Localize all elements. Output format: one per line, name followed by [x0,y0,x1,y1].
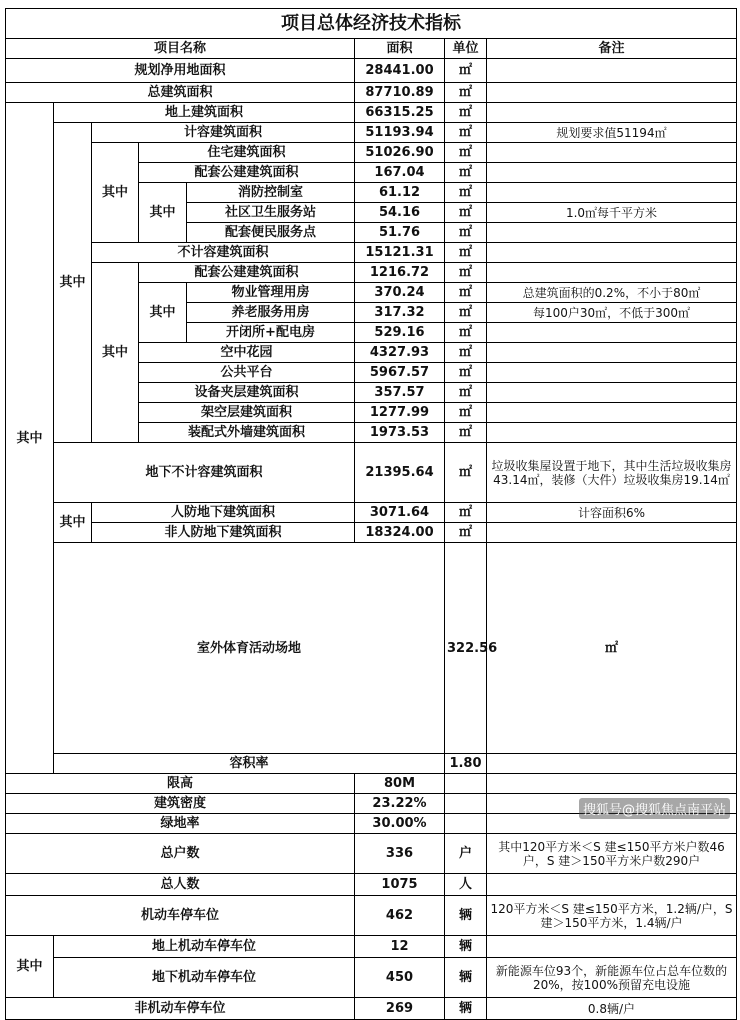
table-row: 总建筑面积 87710.89 ㎡ [6,83,737,103]
table-row: 设备夹层建筑面积 357.57 ㎡ [6,383,737,403]
table-row: 总人数 1075 人 [6,874,737,896]
header-note: 备注 [487,39,737,59]
table-row: 其中 人防地下建筑面积 3071.64 ㎡ 计容面积6% [6,503,737,523]
table-row: 装配式外墙建筑面积 1973.53 ㎡ [6,423,737,443]
table-row: 空中花园 4327.93 ㎡ [6,343,737,363]
table-row: 其中 计容建筑面积 51193.94 ㎡ 规划要求值51194㎡ [6,123,737,143]
table-row: 配套公建建筑面积 167.04 ㎡ [6,163,737,183]
group-label: 其中 [6,103,54,774]
table-row: 地下机动车停车位 450 辆 新能源车位93个，新能源车位占总车位数的20%，按100%预留充电设施 [6,958,737,998]
header-unit: 单位 [445,39,487,59]
table-row: 其中 住宅建筑面积 51026.90 ㎡ [6,143,737,163]
table-row: 其中 地上机动车停车位 12 辆 [6,936,737,958]
table-row: 公共平台 5967.57 ㎡ [6,363,737,383]
group-label: 其中 [92,143,139,243]
table-row: 开闭所+配电房 529.16 ㎡ [6,323,737,343]
table-row: 限高 80M [6,774,737,794]
group-label: 其中 [139,183,187,243]
table-row: 机动车停车位 462 辆 120平方米＜S 建≤150平方米，1.2辆/户，S 建＞150平方米，1.4辆/户 [6,896,737,936]
table-row: 其中 消防控制室 61.12 ㎡ [6,183,737,203]
table-row: 建筑密度 23.22% [6,794,737,814]
table-row: 地下不计容建筑面积 21395.64 ㎡ 垃圾收集屋设置于地下，其中生活垃圾收集房43.14㎡，装修（大件）垃圾收集房19.14㎡ [6,443,737,503]
table-row: 非机动车停车位 269 辆 0.8辆/户 [6,998,737,1020]
watermark: 搜狐号@搜狐焦点南平站 [579,798,730,819]
table-row: 其中 地上建筑面积 66315.25 ㎡ [6,103,737,123]
table-row: 社区卫生服务站 54.16 ㎡ 1.0㎡每千平方米 [6,203,737,223]
table-row: 养老服务用房 317.32 ㎡ 每100户30㎡，不低于300㎡ [6,303,737,323]
group-label: 其中 [92,263,139,443]
table-title: 项目总体经济技术指标 [6,9,737,39]
group-label: 其中 [54,503,92,543]
indicator-table [5,8,737,1020]
table-row: 配套便民服务点 51.76 ㎡ [6,223,737,243]
table-row: 其中 配套公建建筑面积 1216.72 ㎡ [6,263,737,283]
table-row: 室外体育活动场地 322.56 ㎡ [6,543,737,754]
table-row: 总户数 336 户 其中120平方米＜S 建≤150平方米户数46户，S 建＞150平方米户数290户 [6,834,737,874]
group-label: 其中 [6,936,54,998]
table-row: 不计容建筑面积 15121.31 ㎡ [6,243,737,263]
table-row: 绿地率 30.00% [6,814,737,834]
header-area: 面积 [355,39,445,59]
table-row: 容积率 1.80 [6,754,737,774]
table-row: 规划净用地面积 28441.00 ㎡ [6,59,737,83]
header-name: 项目名称 [6,39,355,59]
table-row: 其中 物业管理用房 370.24 ㎡ 总建筑面积的0.2%，不小于80㎡ [6,283,737,303]
group-label: 其中 [139,283,187,343]
table-row: 非人防地下建筑面积 18324.00 ㎡ [6,523,737,543]
table-row: 架空层建筑面积 1277.99 ㎡ [6,403,737,423]
group-label: 其中 [54,123,92,443]
